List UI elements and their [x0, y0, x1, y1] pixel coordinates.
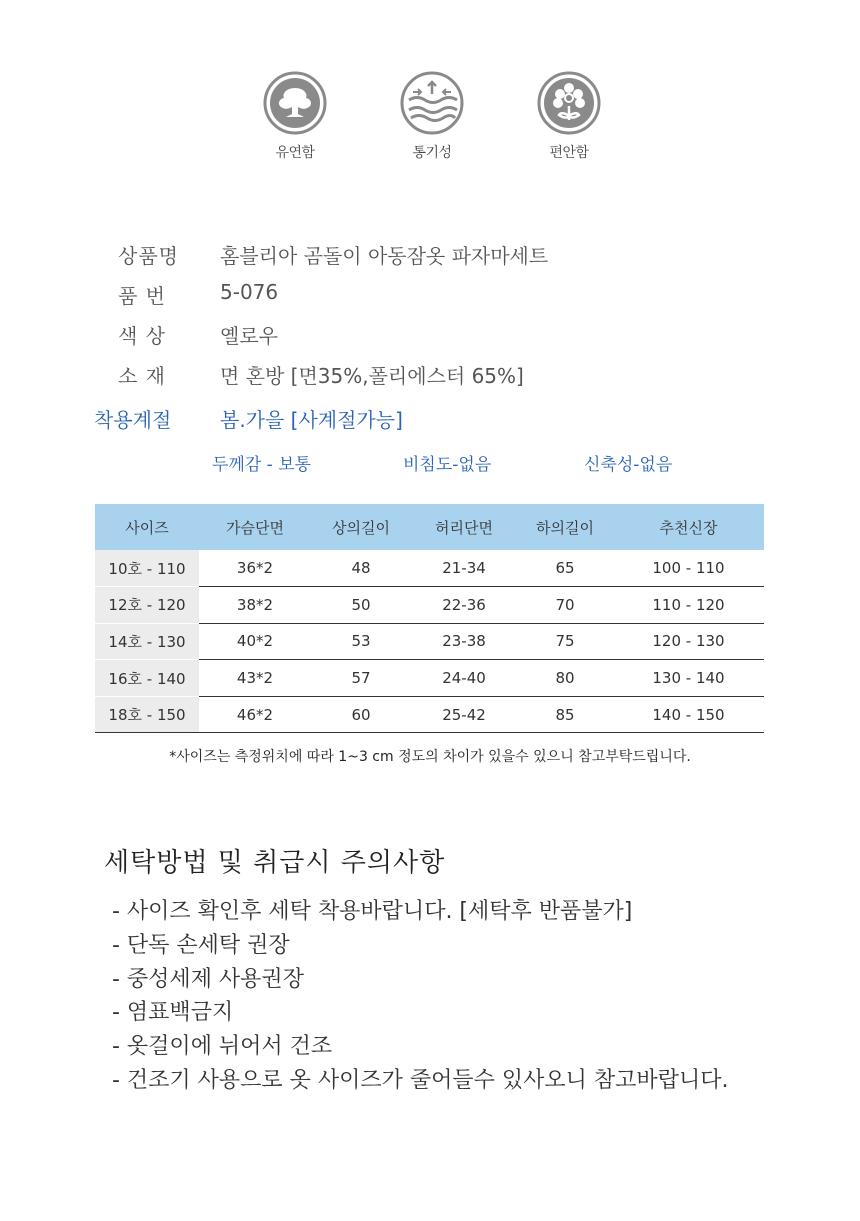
table-cell: 50	[311, 587, 411, 624]
list-item: - 옷걸이에 뉘어서 건조	[112, 1034, 333, 1060]
table-cell: 80	[517, 660, 613, 697]
table-row	[95, 623, 764, 660]
table-cell: 38*2	[199, 587, 311, 624]
table-row	[95, 696, 764, 733]
list-item: - 건조기 사용으로 옷 사이즈가 줄어들수 있사오니 참고바랍니다.	[112, 1067, 729, 1093]
product-material-label: 소 재	[118, 364, 166, 388]
table-cell: 12호 - 120	[95, 587, 199, 624]
table-cell: 75	[517, 623, 613, 660]
table-header: 허리단면	[411, 504, 517, 550]
table-cell: 60	[311, 696, 411, 733]
product-color-label: 색 상	[118, 324, 166, 348]
table-cell: 36*2	[199, 550, 311, 587]
sheerness-attribute: 비침도-없음	[403, 455, 492, 475]
stretch-attribute: 신축성-없음	[584, 455, 673, 475]
table-cell: 140 - 150	[613, 696, 764, 733]
table-cell: 110 - 120	[613, 587, 764, 624]
tree-icon	[262, 70, 328, 136]
table-cell: 21-34	[411, 550, 517, 587]
product-material-value: 면 혼방 [면35%,폴리에스터 65%]	[220, 364, 524, 388]
table-cell: 70	[517, 587, 613, 624]
table-cell: 85	[517, 696, 613, 733]
table-cell: 25-42	[411, 696, 517, 733]
table-header: 하의길이	[517, 504, 613, 550]
feature-icons	[0, 70, 860, 170]
table-cell: 120 - 130	[613, 623, 764, 660]
feature-label: 편안함	[549, 145, 589, 161]
table-cell: 53	[311, 623, 411, 660]
table-cell: 22-36	[411, 587, 517, 624]
product-name-value: 홈블리아 곰돌이 아동잠옷 파자마세트	[220, 244, 549, 268]
table-cell: 57	[311, 660, 411, 697]
feature-label: 통기성	[412, 145, 452, 161]
table-cell: 48	[311, 550, 411, 587]
table-header: 가슴단면	[199, 504, 311, 550]
product-code-label: 품 번	[118, 284, 166, 308]
table-row	[95, 550, 764, 587]
size-note: *사이즈는 측정위치에 따라 1~3 cm 정도의 차이가 있을수 있으니 참고부탁드립니다.	[169, 749, 691, 765]
table-row	[95, 660, 764, 697]
table-cell: 65	[517, 550, 613, 587]
table-header: 상의길이	[311, 504, 411, 550]
table-cell: 16호 - 140	[95, 660, 199, 697]
feature-label: 유연함	[275, 145, 315, 161]
table-cell: 23-38	[411, 623, 517, 660]
table-cell: 18호 - 150	[95, 696, 199, 733]
feature-comfort	[524, 70, 614, 162]
feature-softness	[250, 70, 340, 162]
list-item: - 중성세제 사용권장	[112, 966, 304, 992]
table-row	[95, 587, 764, 624]
table-header: 추천신장	[613, 504, 764, 550]
thickness-attribute: 두께감 - 보통	[212, 455, 312, 475]
table-cell: 130 - 140	[613, 660, 764, 697]
table-cell: 24-40	[411, 660, 517, 697]
washing-list	[112, 894, 728, 1097]
washing-title: 세탁방법 및 취급시 주의사항	[104, 848, 446, 878]
product-color-value: 옐로우	[220, 324, 278, 348]
table-cell: 46*2	[199, 696, 311, 733]
list-item: - 사이즈 확인후 세탁 착용바랍니다. [세탁후 반품불가]	[112, 899, 633, 924]
product-name-label: 상품명	[118, 244, 179, 268]
table-cell: 10호 - 110	[95, 550, 199, 587]
table-header-row	[95, 504, 764, 550]
table-cell: 43*2	[199, 660, 311, 697]
table-cell: 100 - 110	[613, 550, 764, 587]
product-code-value: 5-076	[220, 280, 279, 304]
airflow-icon	[399, 70, 465, 136]
list-item: - 염표백금지	[112, 1000, 234, 1026]
size-table	[95, 504, 764, 733]
product-season-value: 봄.가을 [사계절가능]	[220, 408, 403, 432]
product-season-label: 착용계절	[94, 408, 172, 432]
flower-icon	[536, 70, 602, 136]
feature-breathability	[387, 70, 477, 162]
list-item: - 단독 손세탁 권장	[112, 932, 290, 958]
table-cell: 40*2	[199, 623, 311, 660]
table-cell: 14호 - 130	[95, 623, 199, 660]
table-header: 사이즈	[95, 504, 199, 550]
